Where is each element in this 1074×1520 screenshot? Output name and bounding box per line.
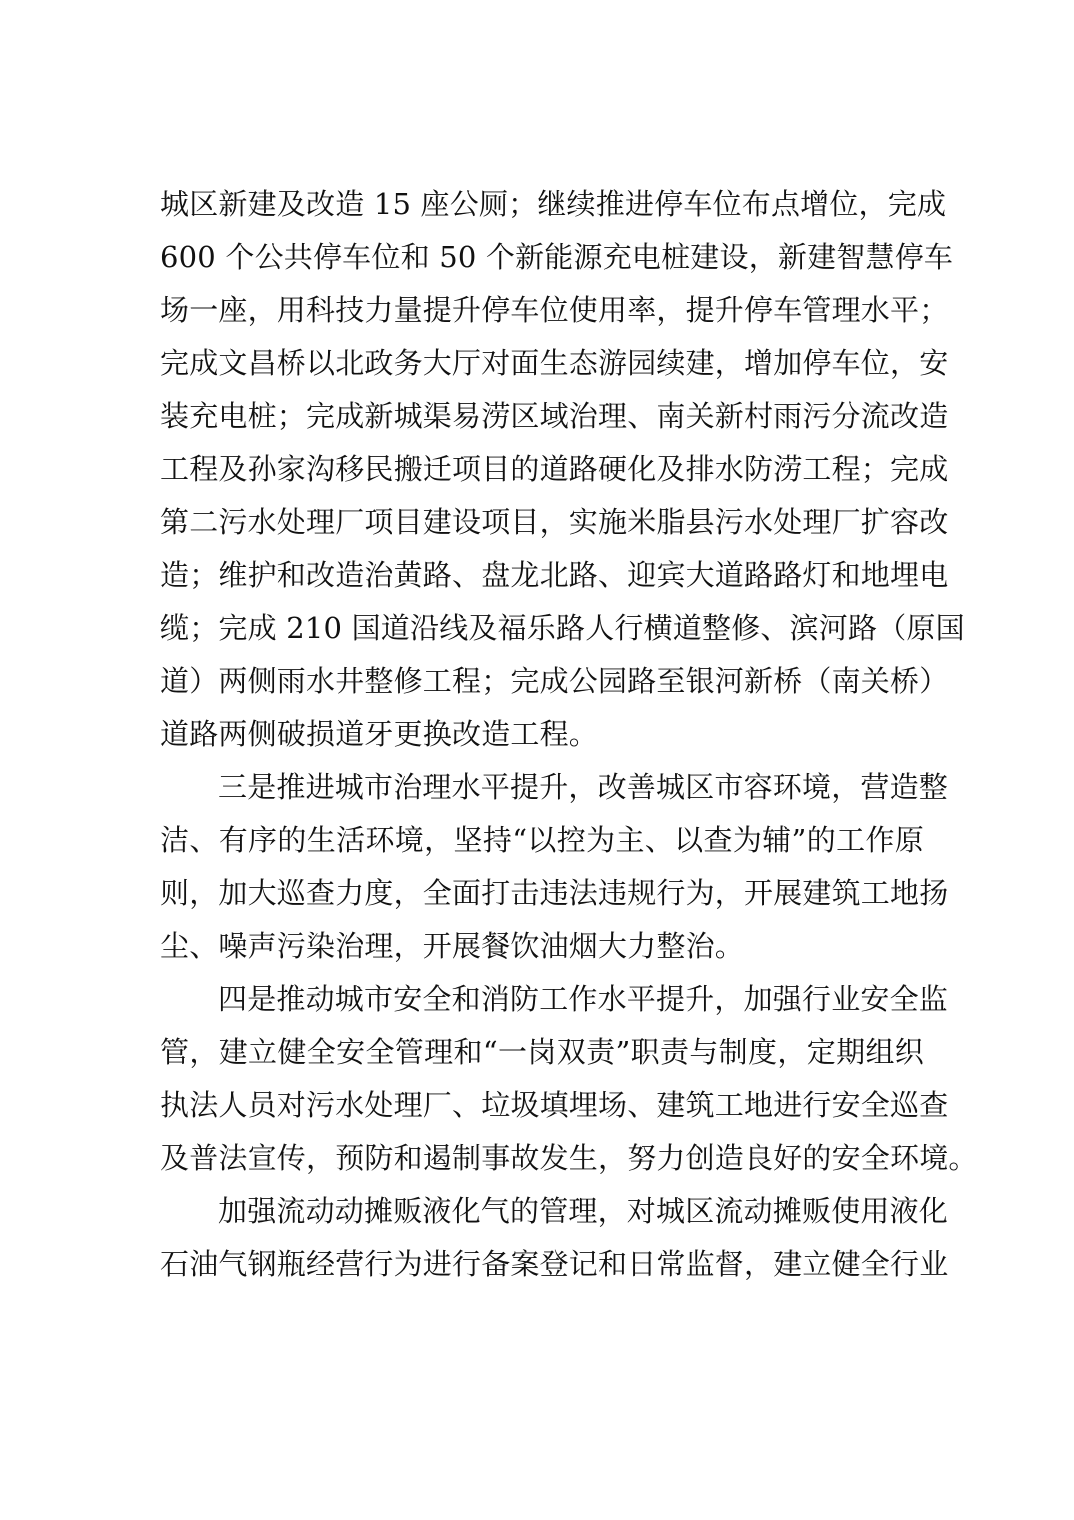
- text-line: 管，建立健全安全管理和“一岗双责”职责与制度，定期组织: [160, 1035, 924, 1069]
- body-text: [160, 178, 978, 1291]
- text-line: 四是推动城市安全和消防工作水平提升，加强行业安全监: [218, 982, 949, 1016]
- text-line: 完成文昌桥以北政务大厅对面生态游园续建，增加停车位，安: [160, 346, 949, 380]
- text-line: 石油气钢瓶经营行为进行备案登记和日常监督，建立健全行业: [160, 1247, 949, 1281]
- text-line: 第二污水处理厂项目建设项目，实施米脂县污水处理厂扩容改: [160, 505, 949, 539]
- text-line: 道路两侧破损道牙更换改造工程。: [160, 717, 599, 751]
- paragraph-lpg-management: [160, 1185, 949, 1291]
- text-line: 加强流动动摊贩液化气的管理，对城区流动摊贩使用液化: [218, 1194, 949, 1228]
- text-line: 造；维护和改造治黄路、盘龙北路、迎宾大道路路灯和地埋电: [160, 558, 949, 592]
- paragraph-urban-governance: [160, 761, 949, 973]
- text-line: 三是推进城市治理水平提升，改善城区市容环境，营造整: [218, 770, 949, 804]
- text-line: 洁、有序的生活环境，坚持“以控为主、以查为辅”的工作原: [160, 823, 924, 857]
- text-line: 道）两侧雨水井整修工程；完成公园路至银河新桥（南关桥）: [160, 664, 949, 698]
- text-line: 装充电桩；完成新城渠易涝区域治理、南关新村雨污分流改造: [160, 399, 949, 433]
- text-line: 缆；完成 210 国道沿线及福乐路人行横道整修、滨河路（原国: [160, 611, 965, 645]
- text-line: 场一座，用科技力量提升停车位使用率，提升停车管理水平；: [160, 293, 949, 327]
- text-line: 工程及孙家沟移民搬迁项目的道路硬化及排水防涝工程；完成: [160, 452, 949, 486]
- paragraph-safety: [160, 973, 978, 1185]
- paragraph-infrastructure: [160, 178, 965, 761]
- text-line: 及普法宣传，预防和遏制事故发生，努力创造良好的安全环境。: [160, 1141, 978, 1175]
- text-line: 城区新建及改造 15 座公厕；继续推进停车位布点增位，完成: [160, 187, 947, 221]
- text-line: 尘、噪声污染治理，开展餐饮油烟大力整治。: [160, 929, 745, 963]
- text-line: 则，加大巡查力度，全面打击违法违规行为，开展建筑工地扬: [160, 876, 949, 910]
- text-line: 600 个公共停车位和 50 个新能源充电桩建设，新建智慧停车: [160, 240, 954, 274]
- text-line: 执法人员对污水处理厂、垃圾填埋场、建筑工地进行安全巡查: [160, 1088, 949, 1122]
